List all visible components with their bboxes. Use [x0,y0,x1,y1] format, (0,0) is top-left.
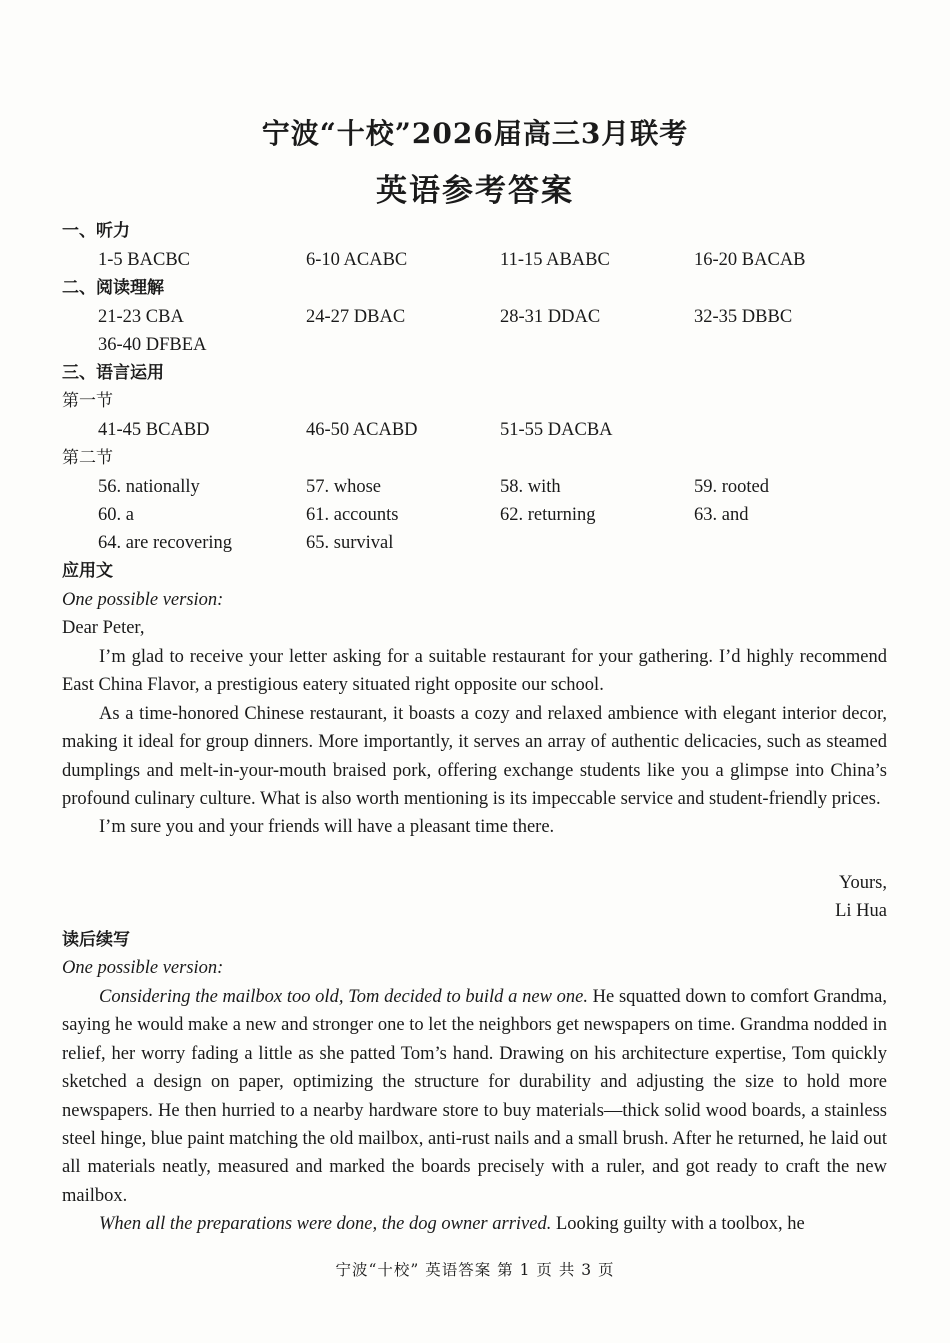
practical-writing-heading-row [0,557,950,585]
answer-group: 32-35 DBBC [694,307,793,327]
practical-version-row [0,586,950,614]
answer-group: 36-40 DFBEA [98,335,207,355]
story-text: Looking guilty with a toolbox, he [551,1214,805,1235]
part2-label-row [0,444,950,472]
answer-group: 21-23 CBA [98,307,184,327]
answer-group: 28-31 DDAC [500,307,601,327]
letter-paragraph: I’m glad to receive your letter asking for a suitable restaurant for your gathering. I’d highly recommend East China Flavor, a prestigious eatery situated right opposite our school. [62,647,887,696]
version-label: One possible version: [62,590,224,610]
answer-group: 24-27 DBAC [306,307,406,327]
answer-item: 60. a [98,505,134,525]
answer-item: 63. and [694,505,749,525]
section-heading-listening: 一、听力 [62,221,130,241]
answer-item: 62. returning [500,505,596,525]
document-title: 英语参考答案 [376,173,574,209]
section-heading-continuation-writing: 读后续写 [62,930,130,950]
answer-item: 64. are recovering [98,533,233,553]
listening-answers-row [0,246,950,274]
version-label: One possible version: [62,958,224,978]
story-paragraph-1 [62,983,887,1210]
letter-signature: Li Hua [835,901,887,921]
part-label-2: 第二节 [62,448,113,468]
section-heading-practical-writing: 应用文 [62,561,113,581]
story-text: He squatted down to comfort Grandma, saying he would make a new and stronger one to let the neighbors get newspapers on time. Grandma nodded in relief, her worry fading a little as she patted Tom’s hand. Drawing on his architecture expertise, Tom quickly sketched a design on paper, optimizing the structure for durability and adjusting the size to hold more newspapers. He then hurried to a nearby hardware store to buy materials—thick solid wood boards, a stainless steel hinge, blue paint matching the old mailbox, anti-rust nails and a small brush. After he returned, he laid out all materials neatly, measured and marked the boards precisely with a ruler, and got ready to craft the new mailbox. [62,987,887,1206]
answer-group: 51-55 DACBA [500,420,613,440]
given-opening-sentence: Considering the mailbox too old, Tom decided to build a new one. [99,987,588,1007]
reading-answers-row-2 [0,331,950,359]
answer-group: 1-5 BACBC [98,250,191,270]
given-opening-sentence: When all the preparations were done, the dog owner arrived. [99,1214,552,1235]
section-heading-reading: 二、阅读理解 [62,278,164,298]
answer-group: 41-45 BCABD [98,420,210,440]
closing-row [0,869,950,897]
answer-group: 11-15 ABABC [500,250,610,270]
answer-item: 56. nationally [98,477,200,497]
reading-heading-row [0,274,950,302]
reading-answers-row-1 [0,303,950,331]
answer-item: 65. survival [306,533,394,553]
letter-greeting: Dear Peter, [62,618,145,638]
greeting-row [0,614,950,642]
signature-row [0,897,950,925]
story-body [62,983,887,1239]
answer-item: 57. whose [306,477,382,497]
letter-body [62,643,887,842]
part2-answers-row-3 [0,529,950,557]
part-label-1: 第一节 [62,391,113,411]
answer-item: 59. rooted [694,477,770,497]
language-use-heading-row [0,359,950,387]
answer-item: 58. with [500,477,561,497]
continuation-heading-row [0,926,950,954]
part1-answers-row [0,416,950,444]
story-paragraph-2 [62,1210,887,1238]
continuation-version-row [0,954,950,982]
part2-answers-row-2 [0,501,950,529]
listening-heading-row [0,217,950,245]
answer-group: 16-20 BACAB [694,250,806,270]
exam-title: 宁波“十校”2026届高三3月联考 [261,117,689,150]
answer-group: 46-50 ACABD [306,420,418,440]
part1-label-row [0,387,950,415]
section-heading-language-use: 三、语言运用 [62,363,164,383]
part2-answers-row-1 [0,473,950,501]
letter-paragraph: I’m sure you and your friends will have a pleasant time there. [99,817,555,838]
letter-paragraph: As a time-honored Chinese restaurant, it boasts a cozy and relaxed ambience with elegant interior decor, making it ideal for group dinners. More importantly, it serves an array of authentic delicacies, such as steamed dumplings and melt-in-your-mouth braised pork, offering exchange students like you a glimpse into China’s profound culinary culture. What is also worth mentioning is its impeccable service and student-friendly prices. [62,703,887,810]
page-footer: 宁波“十校” 英语答案 第 1 页 共 3 页 [335,1261,615,1279]
letter-closing: Yours, [839,873,887,893]
answer-item: 61. accounts [306,505,399,525]
answer-group: 6-10 ACABC [306,250,408,270]
